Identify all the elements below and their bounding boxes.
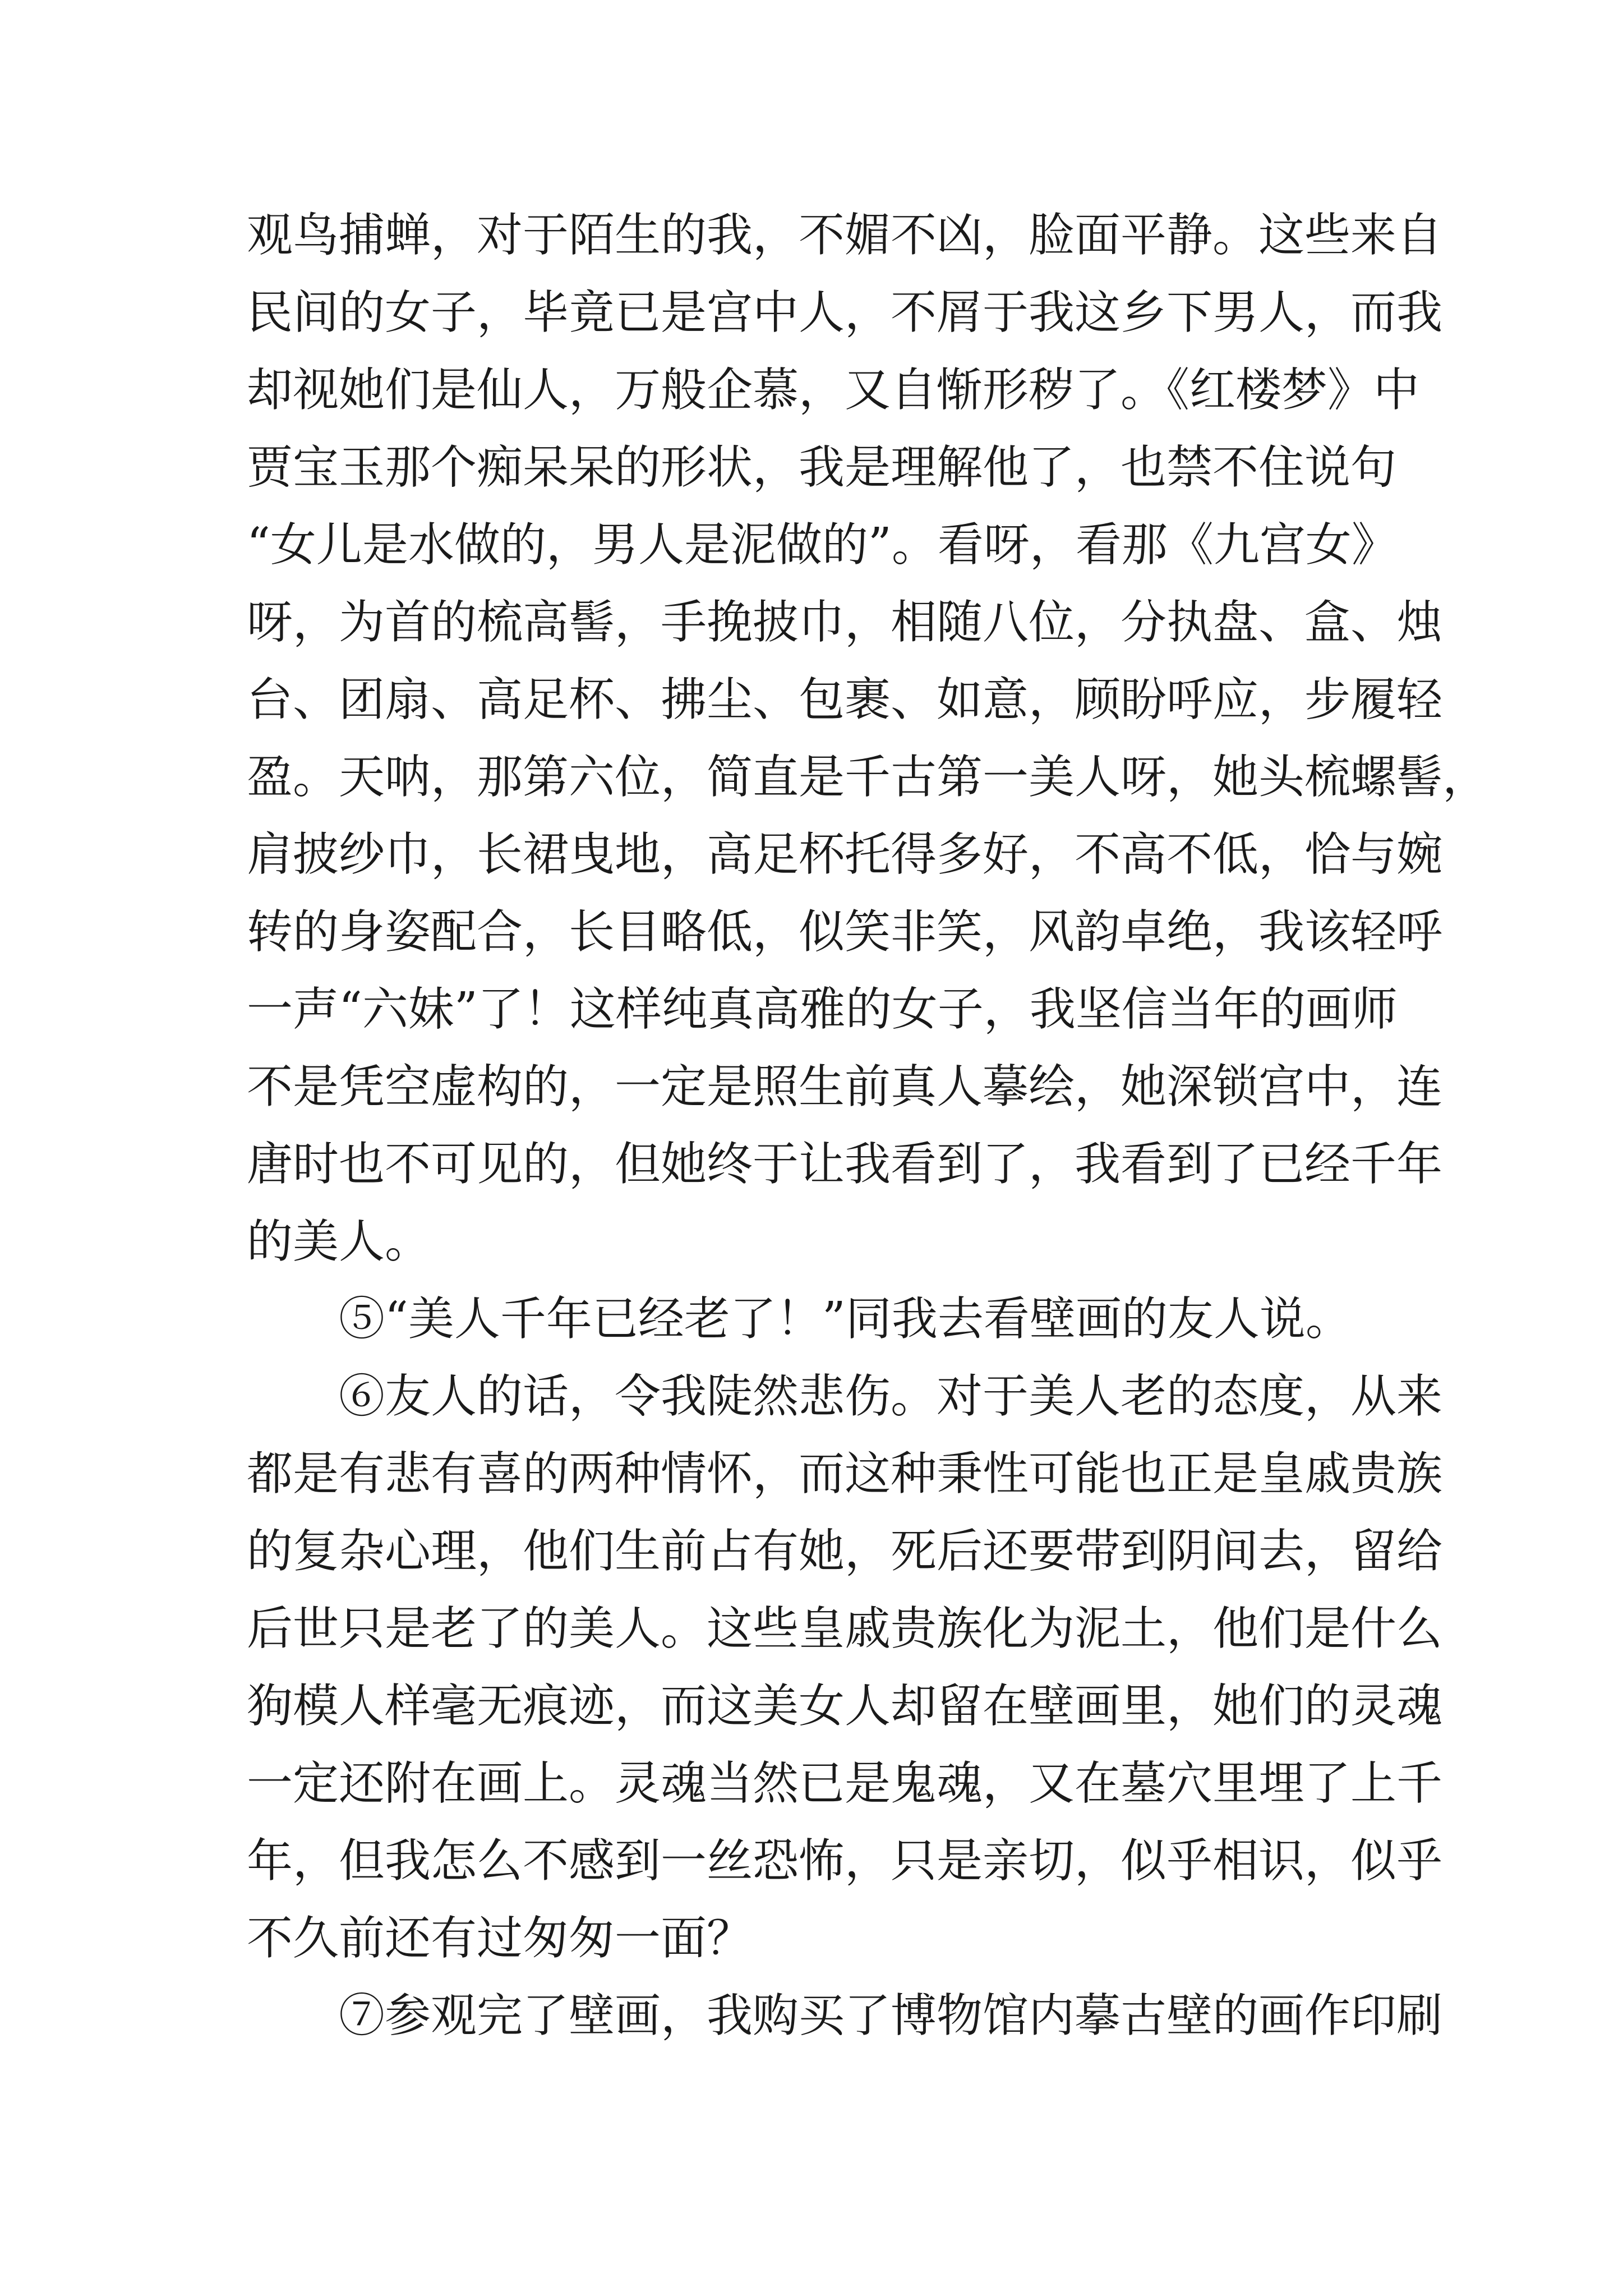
text-line: 肩披纱巾，长裙曳地，高足杯托得多好，不高不低，恰与婉 [247,828,1443,881]
text-line: 唐时也不可见的，但她终于让我看到了，我看到了已经千年 [247,1138,1443,1191]
text-line: 年，但我怎么不感到一丝恐怖，只是亲切，似乎相识，似乎 [247,1834,1443,1888]
paragraph-6-first-line: ⑥友人的话，令我陡然悲伤。对于美人老的态度，从来 [339,1370,1443,1423]
paragraph-5: ⑤“美人千年已经老了！”同我去看壁画的友人说。 [339,1292,1352,1346]
paragraph-end-line: 的美人。 [247,1215,431,1268]
text-line: 贾宝玉那个痴呆呆的形状，我是理解他了，也禁不住说句 [247,441,1397,494]
paragraph-end-line: 不久前还有过匆匆一面？ [247,1912,753,1965]
text-line: 转的身姿配合，长目略低，似笑非笑，风韵卓绝，我该轻呼 [247,905,1443,959]
paragraph-7-first-line: ⑦参观完了壁画，我购买了博物馆内摹古壁的画作印刷 [339,1989,1443,2042]
text-line: 一定还附在画上。灵魂当然已是鬼魂，又在墓穴里埋了上千 [247,1757,1443,1810]
text-line: 后世只是老了的美人。这些皇戚贵族化为泥土，他们是什么 [247,1602,1443,1655]
text-line: 不是凭空虚构的，一定是照生前真人摹绘，她深锁宫中，连 [247,1060,1443,1114]
text-line: 观鸟捕蝉，对于陌生的我，不媚不凶，脸面平静。这些来自 [247,209,1443,262]
text-line: 民间的女子，毕竟已是宫中人，不屑于我这乡下男人，而我 [247,286,1443,339]
text-line: 盈。天呐，那第六位，简直是千古第一美人呀，她头梳螺髻， [247,751,1489,804]
text-line: 一声“六妹”了！这样纯真高雅的女子，我坚信当年的画师 [247,983,1398,1036]
text-line: 台、团扇、高足杯、拂尘、包裹、如意，顾盼呼应，步履轻 [247,673,1443,726]
text-line: 的复杂心理，他们生前占有她，死后还要带到阴间去，留给 [247,1525,1443,1578]
text-line: 狗模人样毫无痕迹，而这美女人却留在壁画里，她们的灵魂 [247,1680,1443,1733]
text-line: 都是有悲有喜的两种情怀，而这种秉性可能也正是皇戚贵族 [247,1447,1443,1501]
text-line: 呀，为首的梳高髻，手挽披巾，相随八位，分执盘、盒、烛 [247,596,1443,649]
text-line: “女儿是水做的，男人是泥做的”。看呀，看那《九宫女》 [247,518,1398,572]
text-line: 却视她们是仙人，万般企慕，又自惭形秽了。《红楼梦》中 [247,364,1420,417]
